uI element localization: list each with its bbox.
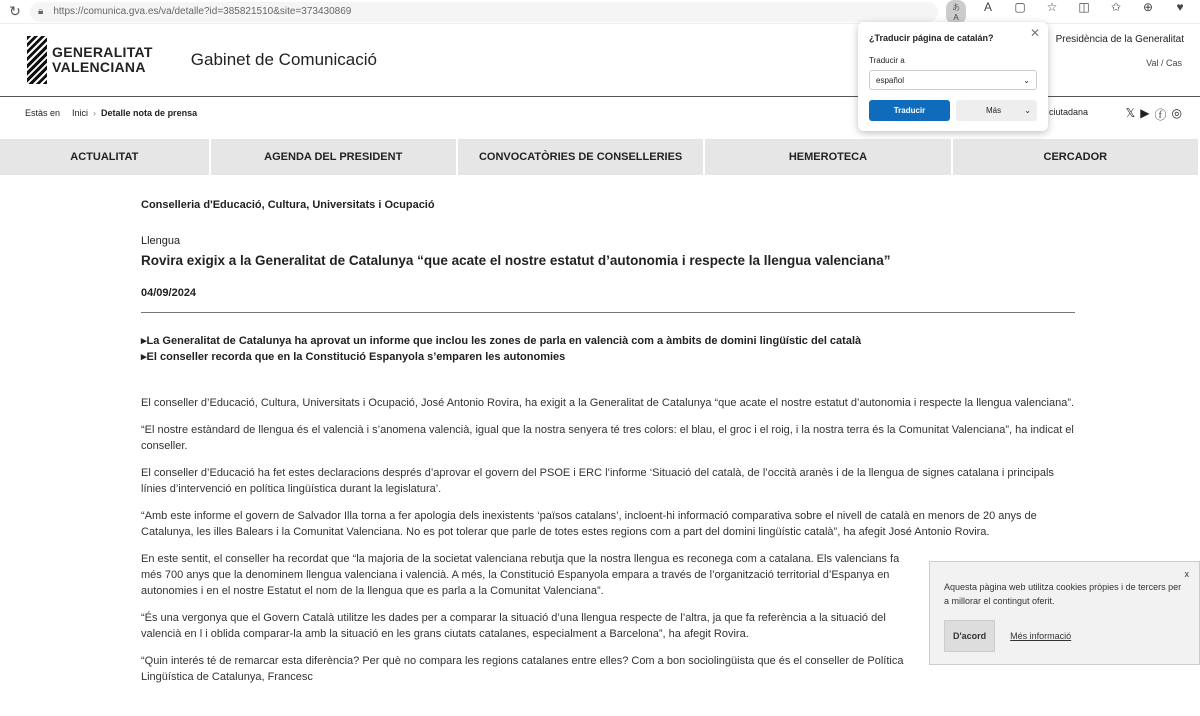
paragraph: “Quin interés té de remarcar esta diferència? Per què no compara les regions catalanes entre elles? Com a bon sociolingüista que és el conseller de Política Lingüística de Catalunya, Francesc xyxy=(141,655,904,683)
selected-language: español xyxy=(876,75,905,85)
facebook-icon[interactable]: ⓕ xyxy=(1154,108,1167,122)
close-icon[interactable]: ✕ xyxy=(1029,26,1040,40)
paragraph: En este sentit, el conseller ha recordat que “la majoria de la societat valenciana rebutja que la nostra llengua es reconega com a catalana. Els valencians fa més 700 anys que la denominem llengua valenciana i valencià. A més, la Constitució Espanyola empara a través de l’organització territorial d’Espanya en autonomies i en el nostre Estatut el nom de la llengua que es parla a la Comunitat Valenciana”. xyxy=(141,553,900,597)
instagram-icon[interactable]: ◎ xyxy=(1171,106,1182,120)
highlight-item: ▸El conseller recorda que en la Constitució Espanyola s’emparen les autonomies xyxy=(141,351,566,363)
translate-label: Traducir a xyxy=(869,56,905,65)
site-title: Gabinet de Comunicació xyxy=(190,50,377,69)
logo[interactable] xyxy=(27,36,153,84)
paragraph: “El nostre estàndard de llengua és el valencià i s’anomena valencià, igual que la nostra senyera té tres colors: el blau, el groc i el roig, i la nostra terra és la Comunitat Valenciana”, ha indicat el conseller. xyxy=(141,424,1074,452)
chevron-right-icon: › xyxy=(93,108,97,118)
immersive-reader-icon[interactable]: ▢ xyxy=(1014,0,1026,14)
browser-toolbar xyxy=(0,0,1200,24)
highlight-item: ▸La Generalitat de Catalunya ha aprovat un informe que inclou les zones de parla en valencià com a àmbits de domini lingüístic del català xyxy=(141,335,862,347)
article-title: Rovira exigix a la Generalitat de Catalunya “que acate el nostre estatut d’autonomia i respecte la llengua valenciana” xyxy=(141,253,891,268)
paragraph: El conseller d’Educació ha fet estes declaracions després d’aprovar el govern del PSOE i ERC l’informe ‘Situació del català, de l’occità aranès i de la llengua de signes catalana i principals línies d’intervenció en política lingüística durant la legislatura’. xyxy=(141,467,1054,495)
highlights xyxy=(141,333,1075,365)
translate-icon[interactable]: あA xyxy=(946,0,966,24)
conselleria: Conselleria d'Educació, Cultura, Universitats i Ocupació xyxy=(141,199,435,211)
presidencia-link[interactable]: Presidència de la Generalitat xyxy=(1055,34,1184,45)
breadcrumb-prefix: Estàs en xyxy=(25,108,61,118)
logo-line2: VALENCIANA xyxy=(52,59,146,75)
nav-convocatories[interactable]: CONVOCATÒRIES DE CONSELLERIES xyxy=(458,139,705,175)
main-nav xyxy=(0,139,1200,175)
translate-button[interactable]: Traducir xyxy=(869,100,950,121)
article-date: 04/09/2024 xyxy=(141,285,1075,313)
nav-actualitat[interactable]: ACTUALITAT xyxy=(0,139,211,175)
breadcrumb-current: Detalle nota de prensa xyxy=(101,108,198,118)
translate-title: ¿Traducir página de catalán? xyxy=(869,33,994,43)
extensions-icon[interactable]: ♥ xyxy=(1176,0,1184,14)
nav-hemeroteca[interactable]: HEMEROTECA xyxy=(705,139,952,175)
logo-line1: GENERALITAT xyxy=(52,44,153,60)
paragraph: El conseller d’Educació, Cultura, Universitats i Ocupació, José Antonio Rovira, ha exigit a la Generalitat de Catalunya “que acate el nostre estatut d’autonomia i respecte la llengua valenciana”. xyxy=(141,397,1075,409)
favorite-icon[interactable]: ☆ xyxy=(1046,0,1058,14)
translate-popup xyxy=(858,22,1048,131)
reload-icon[interactable]: ↻ xyxy=(9,3,21,19)
cookie-text: Aquesta pàgina web utilitza cookies pròpies i de tercers per a millorar el contingut oferit. xyxy=(944,582,1182,606)
lock-icon: 🔒︎ xyxy=(38,6,44,17)
youtube-icon[interactable]: ▶ xyxy=(1140,106,1150,120)
favorites-icon[interactable]: ✩ xyxy=(1110,0,1122,14)
language-select[interactable] xyxy=(869,70,1037,90)
breadcrumb-home[interactable]: Inici xyxy=(72,108,89,118)
collections-icon[interactable]: ⊕ xyxy=(1142,0,1154,14)
read-aloud-icon[interactable]: A xyxy=(983,0,992,14)
url-text: https://comunica.gva.es/va/detalle?id=385821510&site=373430869 xyxy=(53,6,352,17)
more-info-link[interactable]: Més informació xyxy=(1010,631,1072,641)
logo-emblem-icon xyxy=(27,36,47,84)
cookie-banner xyxy=(929,561,1200,665)
split-screen-icon[interactable]: ◫ xyxy=(1078,0,1090,14)
more-button[interactable] xyxy=(956,100,1037,121)
article-tag: Llengua xyxy=(141,235,181,247)
accept-cookies-button[interactable]: D'acord xyxy=(944,620,995,652)
cookie-close-button[interactable]: x xyxy=(1184,569,1189,579)
paragraph: “Amb este informe el govern de Salvador Illa torna a fer apologia dels inexistents ‘països catalans’, incloent-hi informació comparativa sobre el nivell de català en menors de 20 anys de Catalunya, les illes Balears i la Comunitat Valenciana. No es pot tolerar que parle de totes estes regions com a part del domini lingüístic català”, ha afegit José Antonio Rovira. xyxy=(141,510,1037,538)
atencio-ciutadana-link[interactable]: ciutadana xyxy=(1048,107,1088,117)
paragraph: “És una vergonya que el Govern Català utilitze les dades per a comparar la situació d’una llengua respecte de l’altra, ja que fa referència a la situació del valencià en l i oblida comparar-la amb la situació en les grans ciutats catalanes, especialment a Barcelona”, ha afegit Rovira. xyxy=(141,612,886,640)
nav-cercador[interactable]: CERCADOR xyxy=(953,139,1200,175)
address-bar[interactable] xyxy=(30,2,938,22)
more-label: Más xyxy=(986,106,1002,115)
chevron-down-icon: ⌄ xyxy=(1023,75,1030,85)
x-icon[interactable]: 𝕏 xyxy=(1125,106,1136,120)
nav-agenda[interactable]: AGENDA DEL PRESIDENT xyxy=(211,139,458,175)
language-switch[interactable]: Val / Cas xyxy=(1146,58,1182,68)
chevron-down-icon: ⌄ xyxy=(1024,106,1031,115)
